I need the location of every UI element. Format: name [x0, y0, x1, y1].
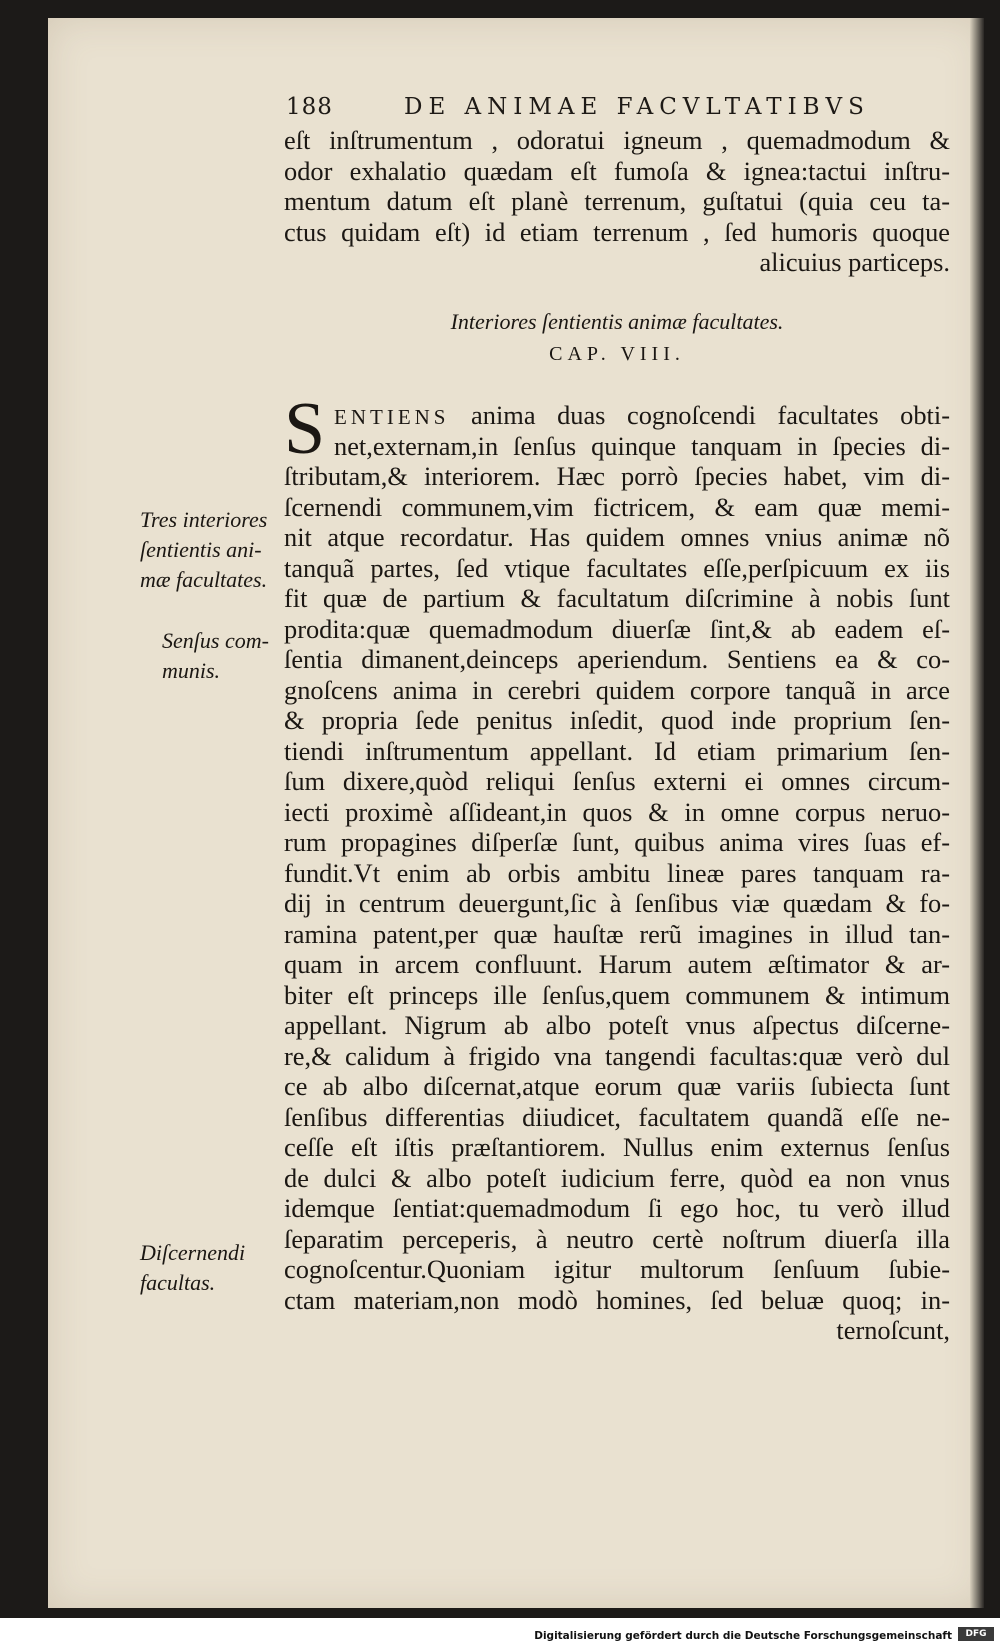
page-number: 188 [286, 94, 333, 120]
text-line-rest: anima duas cognoſcendi facultates obti- [471, 400, 950, 430]
margin-note-line: Diſcernendi [140, 1240, 246, 1265]
margin-note-line: mæ facultates. [140, 567, 268, 592]
text-line: alicuius particeps. [759, 247, 950, 277]
text-line: ramina patent,per quæ hauſtæ rerũ imagines in illud tan- [284, 918, 950, 949]
dfg-logo: DFG [958, 1627, 994, 1641]
margin-note-sensus-communis [162, 626, 312, 686]
chapter-heading [284, 306, 950, 370]
text-line: ceſſe eſt iſtis præſtantiorem. Nullus enim externus ſenſus [284, 1132, 950, 1162]
chapter-title: Interiores ſentientis animæ facultates. [450, 309, 784, 334]
text-line: fundit.Vt enim ab orbis ambitu lineæ pares tanquam ra- [284, 857, 950, 888]
running-title: DE ANIMAE FACVLTATIBVS [404, 94, 870, 120]
text-line: appellant. Nigrum ab albo poteſt vnus aſpectus diſcerne- [284, 1010, 950, 1040]
margin-note-discernendi [140, 1238, 290, 1298]
text-line: & propria ſede penitus inſedit, quod inde proprium ſen- [284, 705, 950, 735]
margin-note-line: Senſus com- [162, 628, 269, 653]
text-line: tanquã partes, ſed vtique facultates eſſe,perſpicuum ex iis [284, 552, 950, 583]
margin-note-line: munis. [162, 658, 221, 683]
text-line: ſtributam,& interiorem. Hæc porrò ſpecies habet, vim di- [284, 461, 950, 491]
text-line: ſum dixere,quòd reliqui ſenſus externi ei omnes circum- [284, 766, 950, 796]
page-gutter-shadow [970, 18, 984, 1608]
text-line: dij in centrum deuergunt,ſic à ſenſibus viæ quædam & fo- [284, 888, 950, 918]
text-line: gnoſcens anima in cerebri quidem corpore tanquã in arce [284, 674, 950, 705]
text-line: ſcernendi communem,vim fictricem, & eam quæ memi- [284, 491, 950, 522]
text-line: quam in arcem confluunt. Harum autem æſtimator & ar- [284, 949, 950, 979]
paragraph-1 [284, 125, 950, 278]
text-line: ſenſibus differentias diiudicet, facultatem quandã eſſe ne- [284, 1101, 950, 1132]
text-line: re,& calidum à frigido vna tangendi facultas:quæ verò dul [284, 1040, 950, 1071]
margin-note-tres-interiores [140, 505, 290, 595]
margin-note-line: ſentientis ani- [140, 537, 262, 562]
text-line: tiendi inſtrumentum appellant. Id etiam primarium ſen- [284, 735, 950, 766]
lead-word: ENTIENS [334, 405, 450, 429]
digitization-credit: Digitalisierung gefördert durch die Deutsche Forschungsgemeinschaft [534, 1630, 952, 1642]
text-line: ſentia dimanent,deinceps aperiendum. Sentiens ea & co- [284, 644, 950, 674]
drop-cap: S [284, 388, 326, 470]
chapter-number: CAP. VIII. [549, 343, 685, 365]
text-line: rum propagines diſperſæ ſunt, quibus anima vires ſuas ef- [284, 827, 950, 857]
margin-note-line: Tres interiores [140, 507, 268, 532]
catchword: ternoſcunt, [836, 1315, 950, 1345]
text-line: odor exhalatio quædam eſt fumoſa & ignea:tactui inſtru- [284, 155, 950, 186]
margin-note-line: facultas. [140, 1270, 216, 1295]
text-line: net,externam,in ſenſus quinque tanquam in ſpecies di- [334, 430, 950, 461]
text-line: ſeparatim perceperis, à neutro certè noſtrum diuerſa illa [284, 1223, 950, 1254]
text-line: nit atque recordatur. Has quidem omnes vnius animæ nõ [284, 522, 950, 552]
text-line [284, 400, 950, 431]
text-line: de dulci & albo poteſt iudicium ferre, quòd ea non vnus [284, 1162, 950, 1193]
text-line: fit quæ de partium & facultatum diſcrimine à nobis ſunt [284, 583, 950, 613]
text-line: eſt inſtrumentum , odoratui igneum , quemadmodum & [284, 125, 950, 155]
text-line: ctus quidam eſt) id etiam terrenum , ſed humoris quoque [284, 216, 950, 247]
text-line: iecti proximè aſſideant,in quos & in omne corpus neruo- [284, 796, 950, 827]
text-line: ce ab albo diſcernat,atque eorum quæ variis ſubiecta ſunt [284, 1071, 950, 1101]
text-line: ctam materiam,non modò homines, ſed beluæ quoq; in- [284, 1284, 950, 1315]
paragraph-2 [284, 400, 950, 1346]
text-line: mentum datum eſt planè terrenum, guſtatui (quia ceu ta- [284, 186, 950, 216]
text-line: idemque ſentiat:quemadmodum ſi ego hoc, tu verò illud [284, 1193, 950, 1223]
text-line: cognoſcentur.Quoniam igitur multorum ſenſuum ſubie- [284, 1254, 950, 1284]
text-line: prodita:quæ quemadmodum diuerſæ ſint,& ab eadem eſ- [284, 613, 950, 644]
text-line: biter eſt princeps ille ſenſus,quem communem & intimum [284, 979, 950, 1010]
